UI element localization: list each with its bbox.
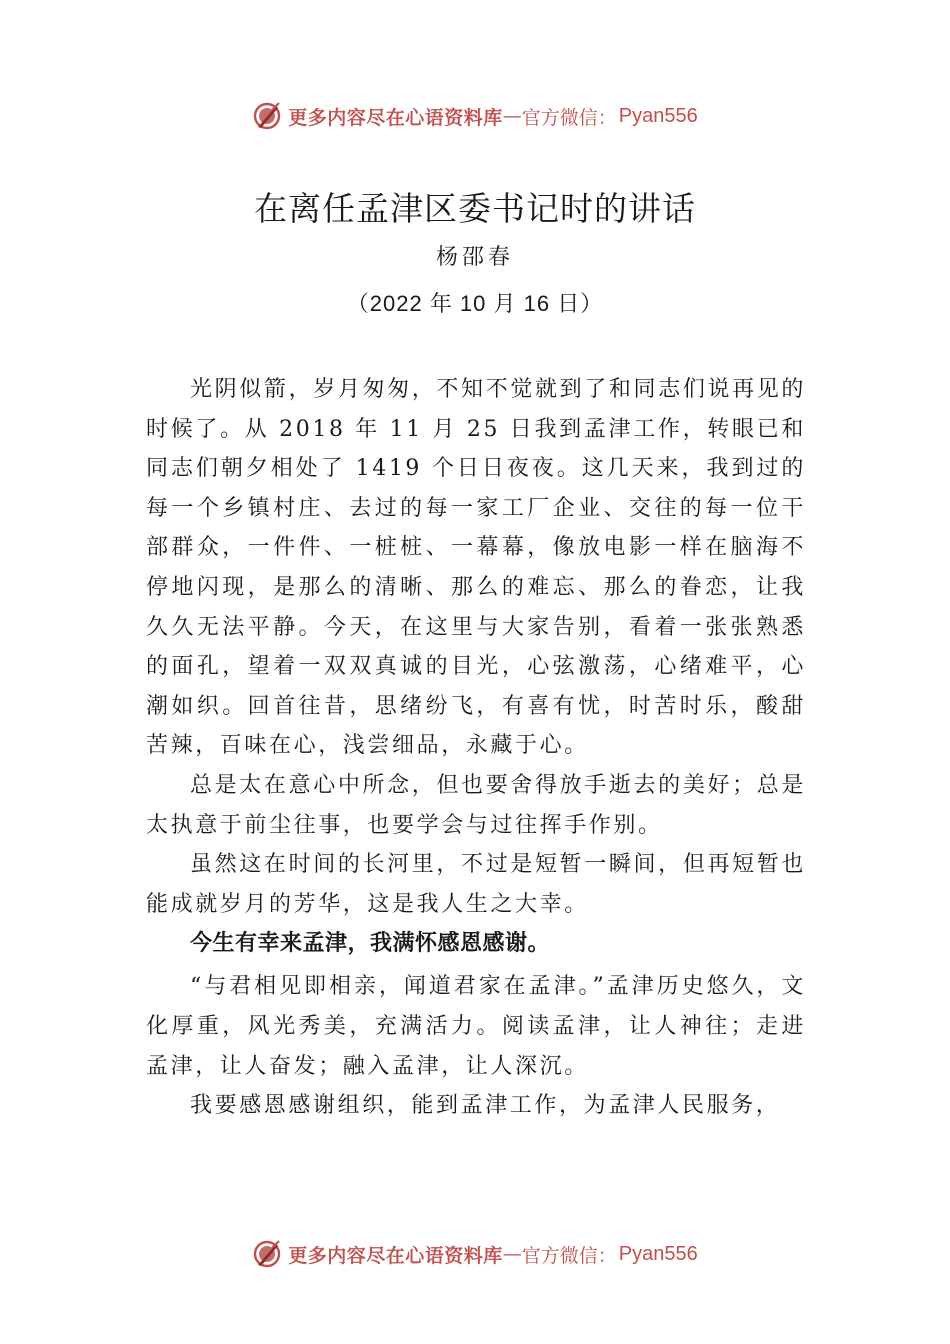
document-body bbox=[146, 370, 806, 1126]
banner-wechat-label: 官方微信： bbox=[521, 1244, 617, 1267]
section-heading: 今生有幸来孟津，我满怀感恩感谢。 bbox=[190, 931, 551, 957]
document-date: （2022 年 10 月 16 日） bbox=[346, 291, 604, 316]
banner-brand-text: 更多内容尽在心语资料库 bbox=[288, 1244, 503, 1267]
banner-brand-text: 更多内容尽在心语资料库 bbox=[288, 106, 503, 129]
banner-wechat-id: Pyan556 bbox=[618, 104, 698, 127]
quill-pen-seal-icon bbox=[252, 1239, 282, 1269]
banner-dash: — bbox=[502, 105, 522, 127]
banner-dash: — bbox=[502, 1243, 522, 1265]
banner-wechat-id: Pyan556 bbox=[618, 1242, 698, 1265]
document-title: 在离任孟津区委书记时的讲话 bbox=[254, 189, 696, 228]
body-paragraph: 总是太在意心中所念，但也要舍得放手逝去的美好；总是太执意于前尘往事，也要学会与过往挥手作别。 bbox=[146, 772, 806, 838]
body-paragraph: 光阴似箭，岁月匆匆，不知不觉就到了和同志们说再见的时候了。从 2018 年 11 月 25 日我到孟津工作，转眼已和同志们朝夕相处了 1419 个日日夜夜。这几天来，我到过的每一个乡镇村庄、去过的每一家工厂企业、交往的每一位干部群众，一件件、一桩桩、一幕幕，像放电影一样在脑海不停地闪现，是那么的清晰、那么的难忘、那么的眷恋，让我久久无法平静。今天，在这里与大家告别，看着一张张熟悉的面孔，望着一双双真诚的目光，心弦激荡，心绪难平，心潮如织。回首往昔，思绪纷飞，有喜有忧，时苦时乐，酸甜苦辣，百味在心，浅尝细品，永藏于心。 bbox=[146, 377, 806, 759]
document-author: 杨邵春 bbox=[435, 245, 514, 270]
banner-wechat-label: 官方微信： bbox=[521, 106, 617, 129]
header-banner bbox=[0, 96, 950, 136]
quill-pen-seal-icon bbox=[252, 101, 282, 131]
body-paragraph: 虽然这在时间的长河里，不过是短暂一瞬间，但再短暂也能成就岁月的芳华，这是我人生之大幸。 bbox=[146, 852, 806, 917]
body-paragraph: “与君相见即相亲，闻道君家在孟津。”孟津历史悠久，文化厚重，风光秀美，充满活力。阅读孟津，让人神往；走进孟津，让人奋发；融入孟津，让人深沉。 bbox=[146, 974, 806, 1079]
footer-banner bbox=[0, 1234, 950, 1274]
body-paragraph: 我要感恩感谢组织，能到孟津工作，为孟津人民服务， bbox=[190, 1093, 781, 1119]
